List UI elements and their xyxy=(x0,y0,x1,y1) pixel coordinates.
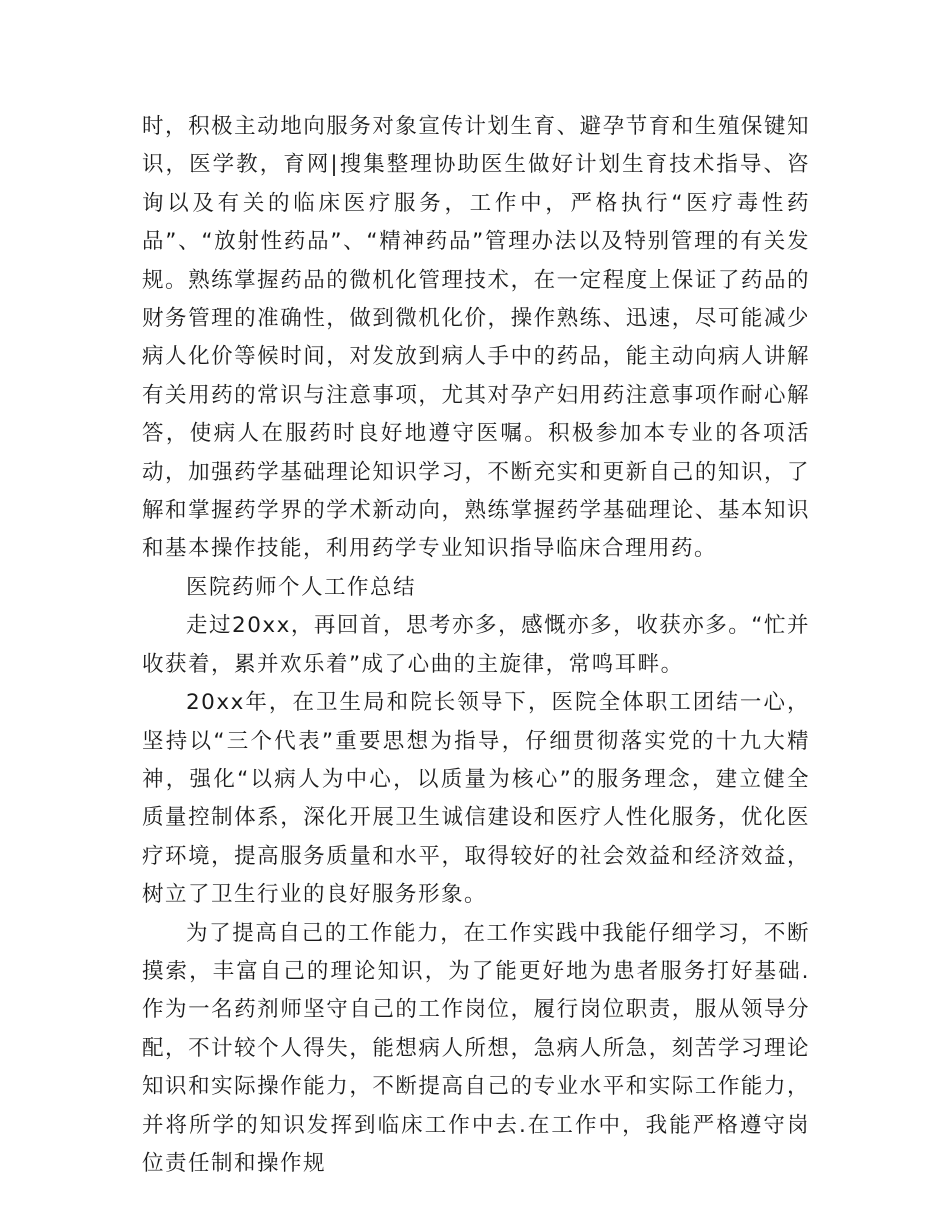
paragraph-hospital-overview: 20xx年，在卫生局和院长领导下，医院全体职工团结一心，坚持以“三个代表”重要思想为指导，仔细贯彻落实党的十九大精神，强化“以病人为中心，以质量为核心”的服务理念，建立健全质量控制体系，深化开展卫生诚信建设和医疗人性化服务，优化医疗环境，提高服务质量和水平，取得较好的社会效益和经济效益，树立了卫生行业的良好服务形象。 xyxy=(142,690,810,908)
section-heading: 医院药师个人工作总结 xyxy=(186,574,417,600)
document-page xyxy=(142,108,810,1183)
paragraph-intro: 走过20xx，再回首，思考亦多，感慨亦多，收获亦多。“忙并收获着，累并欢乐着”成了心曲的主旋律，常鸣耳畔。 xyxy=(142,613,810,677)
paragraph-personal-work: 为了提高自己的工作能力，在工作实践中我能仔细学习，不断摸索，丰富自己的理论知识，为了能更好地为患者服务打好基础.作为一名药剂师坚守自己的工作岗位，履行岗位职责，服从领导分配，不计较个人得失，能想病人所想，急病人所急，刻苦学习理论知识和实际操作能力，不断提高自己的专业水平和实际工作能力，并将所学的知识发挥到临床工作中去.在工作中，我能严格遵守岗位责任制和操作规 xyxy=(142,920,810,1176)
paragraph-continuation: 时，积极主动地向服务对象宣传计划生育、避孕节育和生殖保键知识，医学教，育网|搜集整理协助医生做好计划生育技术指导、咨询以及有关的临床医疗服务，工作中，严格执行“医疗毒性药品”、“放射性药品”、“精神药品”管理办法以及特别管理的有关发规。熟练掌握药品的微机化管理技术，在一定程度上保证了药品的财务管理的准确性，做到微机化价，操作熟练、迅速，尽可能减少病人化价等候时间，对发放到病人手中的药品，能主动向病人讲解有关用药的常识与注意事项，尤其对孕产妇用药注意事项作耐心解答，使病人在服药时良好地遵守医嘱。积极参加本专业的各项活动，加强药学基础理论知识学习，不断充实和更新自己的知识，了解和掌握药学界的学术新动向，熟练掌握药学基础理论、基本知识和基本操作技能，利用药学专业知识指导临床合理用药。 xyxy=(142,114,810,562)
